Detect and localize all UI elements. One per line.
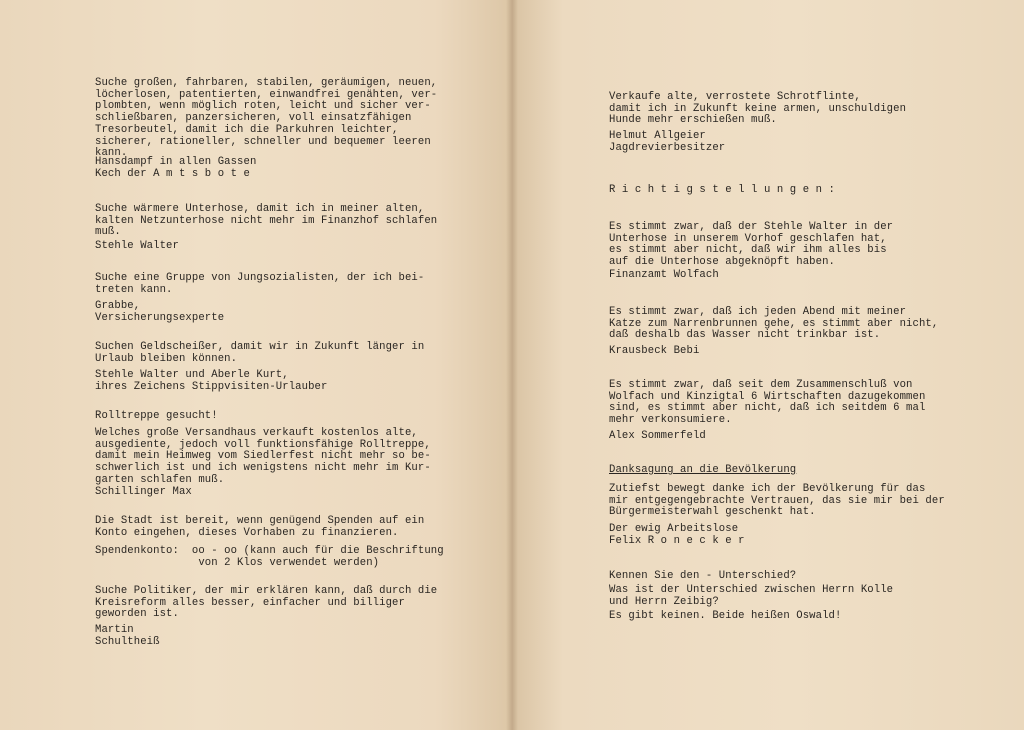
ad-unterhose-signature: Stehle Walter bbox=[95, 240, 179, 252]
richtigstellung-katze-text: Es stimmt zwar, daß ich jeden Abend mit meiner Katze zum Narrenbrunnen gehe, es stimmt aber nicht, daß deshalb das Wasser nicht trinkbar ist. bbox=[609, 306, 939, 342]
ad-geldscheisser-signature: Stehle Walter und Aberle Kurt, ihres Zeichens Stippvisiten-Urlauber bbox=[95, 369, 328, 393]
ad-jungsozialisten-signature: Grabbe, Versicherungsexperte bbox=[95, 300, 225, 324]
joke-question-title: Kennen Sie den - Unterschied? bbox=[609, 570, 797, 582]
ad-kreisreform-signature: Martin Schultheiß bbox=[95, 624, 160, 648]
ad-spenden-text: Die Stadt ist bereit, wenn genügend Spenden auf ein Konto eingehen, dieses Vorhaben zu finanzieren. bbox=[95, 515, 425, 539]
ad-jungsozialisten-text: Suche eine Gruppe von Jungsozialisten, der ich bei- treten kann. bbox=[95, 272, 425, 296]
richtigstellung-wirtschaften-signature: Alex Sommerfeld bbox=[609, 430, 706, 442]
ad-geldscheisser-text: Suchen Geldscheißer, damit wir in Zukunft länger in Urlaub bleiben können. bbox=[95, 341, 425, 365]
ad-rolltreppe-signature: Schillinger Max bbox=[95, 486, 192, 498]
ad-rolltreppe-text: Welches große Versandhaus verkauft kostenlos alte, ausgediente, jedoch voll funktionsfähige Rolltreppe, damit mein Heimweg vom Siedlerfest nicht mehr so be- schwerlich ist und ich wenigstens nicht mehr im Kur- garten schlafen muß. bbox=[95, 427, 431, 486]
joke-answer: Es gibt keinen. Beide heißen Oswald! bbox=[609, 610, 842, 622]
danksagung-signature: Der ewig Arbeitslose Felix R o n e c k e r bbox=[609, 523, 745, 547]
danksagung-heading: Danksagung an die Bevölkerung bbox=[609, 464, 797, 476]
ad-tresorbeutel-signature: Hansdampf in allen Gassen Kech der A m t s b o t e bbox=[95, 156, 257, 180]
book-gutter bbox=[506, 0, 518, 730]
ad-kreisreform-text: Suche Politiker, der mir erklären kann, daß durch die Kreisreform alles besser, einfacher und billiger geworden ist. bbox=[95, 585, 438, 621]
richtigstellung-wirtschaften-text: Es stimmt zwar, daß seit dem Zusammenschluß von Wolfach und Kinzigtal 6 Wirtschaften dazugekommen sind, es stimmt aber nicht, daß ich seitdem 6 mal mehr verkonsumiere. bbox=[609, 379, 926, 427]
richtigstellung-finanzamt-text: Es stimmt zwar, daß der Stehle Walter in der Unterhose in unserem Vorhof geschlafen hat, es stimmt aber nicht, daß wir ihm alles bis auf die Unterhose abgeknöpft haben. bbox=[609, 221, 894, 269]
richtigstellung-finanzamt-signature: Finanzamt Wolfach bbox=[609, 269, 719, 281]
ad-schrotflinte-text: Verkaufe alte, verrostete Schrotflinte, damit ich in Zukunft keine armen, unschuldigen Hunde mehr erschießen muß. bbox=[609, 91, 907, 127]
ad-rolltreppe-heading: Rolltreppe gesucht! bbox=[95, 410, 218, 422]
danksagung-text: Zutiefst bewegt danke ich der Bevölkerung für das mir entgegengebrachte Vertrauen, das sie mir bei der Bürgermeisterwahl geschenkt hat. bbox=[609, 483, 945, 519]
ad-tresorbeutel-text: Suche großen, fahrbaren, stabilen, geräumigen, neuen, löcherlosen, patentierten, einwandfrei genähten, ver- plombten, wenn möglich roten, leicht und sicher ver- schließbaren, panzersicheren, voll einsatzfähigen Tresorbeutel, damit ich die Parkuhren leichter, sicherer, rationeller, schneller und bequemer leeren kann. bbox=[95, 77, 438, 160]
richtigstellungen-heading: R i c h t i g s t e l l u n g e n : bbox=[609, 184, 836, 196]
ad-spendenkonto: Spendenkonto: oo - oo (kann auch für die Beschriftung von 2 Klos verwendet werden) bbox=[95, 545, 444, 569]
joke-question: Was ist der Unterschied zwischen Herrn Kolle und Herrn Zeibig? bbox=[609, 584, 894, 608]
ad-unterhose-text: Suche wärmere Unterhose, damit ich in meiner alten, kalten Netzunterhose nicht mehr im Finanzhof schlafen muß. bbox=[95, 203, 438, 239]
right-page bbox=[512, 0, 1024, 730]
richtigstellung-katze-signature: Krausbeck Bebi bbox=[609, 345, 700, 357]
ad-schrotflinte-signature: Helmut Allgeier Jagdrevierbesitzer bbox=[609, 130, 726, 154]
